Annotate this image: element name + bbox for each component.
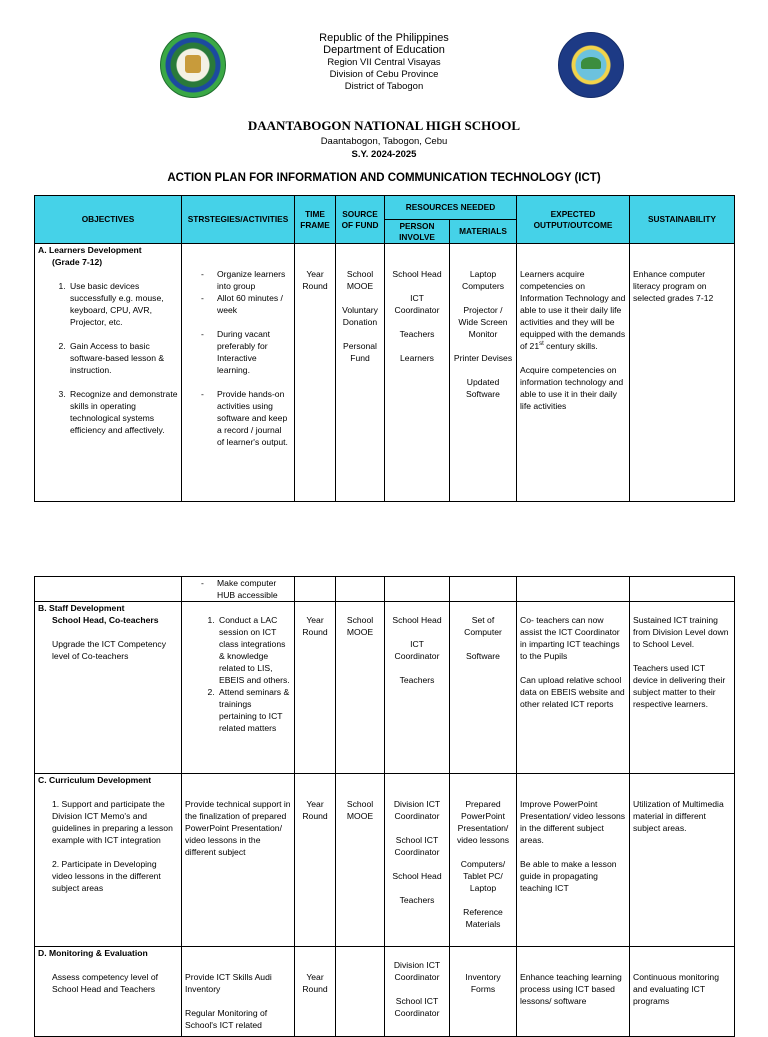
list-item: 2. Gain Access to basic software-based lesson & instruction. — [68, 340, 178, 376]
time-frame-value: Year Round — [302, 615, 328, 637]
strategy-text: Provide technical support in the finalization of prepared PowerPoint Presentation/ video lessons in the different subject — [185, 799, 291, 857]
person-value: Teachers — [399, 895, 435, 905]
time-frame-cell — [295, 602, 336, 774]
header-objectives: OBJECTIVES — [35, 196, 182, 244]
person-value: Learners — [400, 353, 434, 363]
region-line: Region VII Central Visayas — [327, 57, 441, 68]
action-plan-table-page-2 — [34, 576, 735, 1037]
expected-cell — [517, 774, 630, 947]
header-resources-needed: RESOURCES NEEDED — [385, 196, 517, 220]
fund-cell — [336, 244, 385, 502]
header-sustainability: SUSTAINABILITY — [630, 196, 735, 244]
person-value: Division ICT Coordinator — [393, 799, 441, 821]
fund-value: Voluntary Donation — [342, 305, 378, 327]
school-address: Daantabogon, Tabogon, Cebu — [320, 136, 448, 147]
section-c-title: C. Curriculum Development — [38, 775, 152, 785]
person-value: Teachers — [399, 675, 435, 685]
section-a-subtitle: (Grade 7-12) — [52, 257, 103, 267]
material-value: Printer Devises — [453, 353, 513, 363]
table-row-monitoring-evaluation — [35, 947, 735, 1037]
objective-text: Assess competency level of School Head and Teachers — [52, 972, 159, 994]
materials-cell — [450, 602, 517, 774]
strategy-text: Provide ICT Skills Audi Inventory — [185, 972, 272, 994]
sustainability-cell — [630, 774, 735, 947]
sustainability-text: Utilization of Multimedia material in different subject areas. — [633, 799, 724, 833]
material-value: Software — [466, 651, 500, 661]
person-value: School Head — [392, 615, 442, 625]
section-d-title: D. Monitoring & Evaluation — [38, 948, 148, 958]
expected-paragraph: Improve PowerPoint Presentation/ video lessons in the different subject areas. — [520, 799, 626, 845]
strategies-cell — [182, 947, 295, 1037]
objectives-cell — [35, 602, 182, 774]
time-frame-value: Year Round — [302, 972, 328, 994]
material-value: Laptop Computers — [461, 269, 505, 291]
school-year: S.Y. 2024-2025 — [351, 149, 417, 160]
person-value: School ICT Coordinator — [394, 835, 440, 857]
material-value: Reference Materials — [463, 907, 503, 929]
table-row-continued — [35, 577, 735, 602]
sustainability-cell — [630, 602, 735, 774]
sustainability-text: Teachers used ICT device in delivering their subject matter to their respective learners. — [633, 663, 726, 709]
strategies-cell — [182, 244, 295, 502]
expected-paragraph: Learners acquire competencies on Information Technology and able to use it their daily life activities and they will be equipped with the demands of 21st century skills. — [520, 269, 626, 351]
time-frame-cell — [295, 244, 336, 502]
objectives-cell — [35, 947, 182, 1037]
header-strategies: STRSTEGIES/ACTIVITIES — [182, 196, 295, 244]
section-a-title: A. Learners Development — [38, 245, 142, 255]
material-value: Prepared PowerPoint Presentation/ video lessons — [456, 799, 510, 845]
republic-line: Republic of the Philippines — [319, 32, 449, 44]
district-line: District of Tabogon — [344, 81, 424, 92]
fund-cell — [336, 774, 385, 947]
fund-value: School MOOE — [346, 799, 374, 821]
list-item: 2. Attend seminars & trainings pertaining to ICT related matters — [217, 686, 291, 734]
expected-cell — [517, 947, 630, 1037]
person-value: ICT Coordinator — [394, 293, 440, 315]
document-header — [0, 0, 768, 170]
person-cell — [385, 947, 450, 1037]
person-cell — [385, 244, 450, 502]
material-value: Updated Software — [466, 377, 500, 399]
material-value: Set of Computer — [464, 615, 502, 637]
list-item: - Organize learners into group — [185, 268, 291, 292]
list-item: - During vacant preferably for Interactive learning. — [185, 328, 291, 376]
objectives-cell — [35, 244, 182, 502]
time-frame-value: Year Round — [302, 799, 328, 821]
sustainability-cell — [630, 947, 735, 1037]
section-b-subtitle: School Head, Co-teachers — [52, 615, 159, 625]
list-item: 1. Conduct a LAC session on ICT class integrations & knowledge related to LIS, EBEIS and others. — [217, 614, 291, 686]
person-cell — [385, 602, 450, 774]
list-item: - Allot 60 minutes / week — [185, 292, 291, 316]
time-frame-value: Year Round — [302, 269, 328, 291]
objective-text: Upgrade the ICT Competency level of Co-teachers — [52, 639, 167, 661]
plan-title: ACTION PLAN FOR INFORMATION AND COMMUNICATION TECHNOLOGY (ICT) — [167, 172, 601, 184]
table-row-curriculum-development — [35, 774, 735, 947]
header-materials: MATERIALS — [450, 220, 517, 244]
materials-cell — [450, 244, 517, 502]
school-name: DAANTABOGON NATIONAL HIGH SCHOOL — [247, 118, 521, 133]
expected-paragraph: Co- teachers can now assist the ICT Coordinator in imparting ICT teachings to the Pupils — [520, 615, 620, 661]
table-row-staff-development — [35, 602, 735, 774]
fund-value: School MOOE — [346, 615, 374, 637]
time-frame-cell — [295, 774, 336, 947]
objective-text: 1. Support and participate the Division ICT Memo's and guidelines in preparing a lesson example with ICT integration — [52, 799, 173, 845]
objective-text: 2. Participate in Developing video lessons in the different subject areas — [52, 859, 161, 893]
strategy-text: Regular Monitoring of School's ICT related — [185, 1008, 268, 1030]
material-value: Projector / Wide Screen Monitor — [458, 305, 508, 339]
section-b-title: B. Staff Development — [38, 603, 125, 613]
person-value: ICT Coordinator — [394, 639, 440, 661]
expected-paragraph: Can upload relative school data on EBEIS website and other related ICT reports — [520, 675, 625, 709]
material-value: Inventory Forms — [465, 972, 501, 994]
expected-paragraph: Be able to make a lesson guide in propagating teaching ICT — [520, 859, 617, 893]
list-item: 3. Recognize and demonstrate skills in operating technological systems efficiency and affectively. — [68, 388, 178, 436]
header-source-of-fund: SOURCE OF FUND — [336, 196, 385, 244]
expected-cell — [517, 602, 630, 774]
time-frame-cell — [295, 947, 336, 1037]
sustainability-text: Enhance computer literacy program on selected grades 7-12 — [633, 269, 714, 303]
materials-cell — [450, 774, 517, 947]
department-line: Department of Education — [323, 44, 445, 56]
materials-cell — [450, 947, 517, 1037]
expected-paragraph: Enhance teaching learning process using ICT based lessons/ software — [520, 972, 622, 1006]
person-value: School Head — [392, 871, 442, 881]
header-expected-output: EXPECTED OUTPUT/OUTCOME — [517, 196, 630, 244]
header-time-frame: TIME FRAME — [295, 196, 336, 244]
expected-cell — [517, 244, 630, 502]
strategies-cell — [182, 602, 295, 774]
objectives-cell — [35, 774, 182, 947]
material-value: Computers/ Tablet PC/ Laptop — [460, 859, 506, 893]
action-plan-table-page-1 — [34, 195, 735, 502]
person-value: Teachers — [399, 329, 435, 339]
sustainability-cell — [630, 244, 735, 502]
table-row-learners-development — [35, 244, 735, 502]
expected-paragraph: Acquire competencies on information technology and able to use it in their daily life activities — [520, 365, 624, 411]
sustainability-text: Sustained ICT training from Division Level down to School Level. — [633, 615, 729, 649]
sustainability-text: Continuous monitoring and evaluating ICT programs — [633, 972, 719, 1006]
header-person-involve: PERSON INVOLVE — [385, 220, 450, 244]
person-value: School Head — [392, 269, 442, 279]
list-item: - Make computer HUB accessible — [185, 577, 291, 601]
list-item: - Provide hands-on activities using software and keep a record / journal of learner's output. — [185, 388, 291, 448]
fund-cell — [336, 602, 385, 774]
person-value: Division ICT Coordinator — [393, 960, 441, 982]
fund-value: School MOOE — [346, 269, 374, 291]
fund-value: Personal Fund — [343, 341, 377, 363]
person-value: School ICT Coordinator — [394, 996, 440, 1018]
division-line: Division of Cebu Province — [329, 69, 439, 80]
fund-cell — [336, 947, 385, 1037]
strategies-cell — [182, 774, 295, 947]
person-cell — [385, 774, 450, 947]
list-item: 1. Use basic devices successfully e.g. mouse, keyboard, CPU, AVR, Projector, etc. — [68, 280, 178, 328]
